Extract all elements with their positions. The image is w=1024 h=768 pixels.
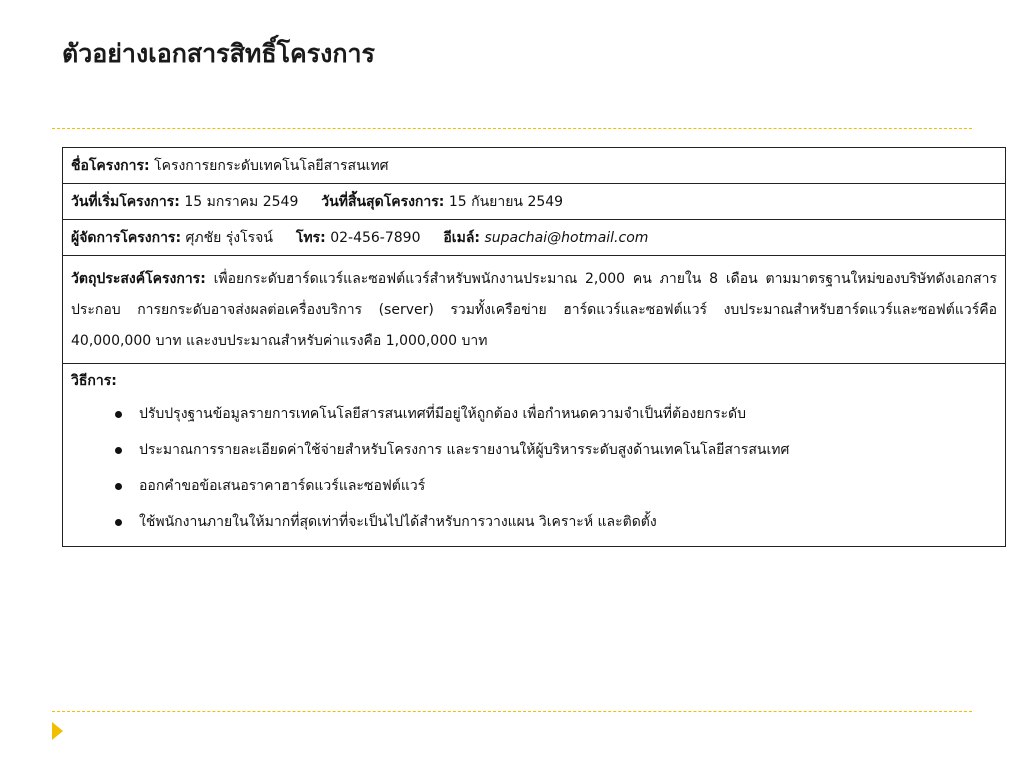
project-name-label: ชื่อโครงการ:: [71, 158, 150, 174]
method-list: [71, 396, 997, 540]
method-text: ออกคำขอข้อเสนอราคาฮาร์ดแวร์และซอฟต์แวร์: [139, 478, 426, 494]
bottom-divider: [52, 711, 972, 712]
method-label: วิธีการ:: [71, 373, 117, 389]
list-item: [111, 396, 997, 432]
goal-text: เพื่อยกระดับฮาร์ดแวร์และซอฟต์แวร์สำหรับพนักงานประมาณ 2,000 คน ภายใน 8 เดือน ตามมาตรฐานใหม่ของบริษัทดังเอกสารประกอบ การยกระดับอาจส่งผลต่อเครื่องบริการ (server) รวมทั้งเครือข่าย ฮาร์ดแวร์และซอฟต์แวร์ งบประมาณสำหรับฮาร์ดแวร์และซอฟต์แวร์คือ 40,000,000 บาท และงบประมาณสำหรับค่าแรงคือ 1,000,000 บาท: [71, 271, 998, 349]
method-text: ประมาณการรายละเอียดค่าใช้จ่ายสำหรับโครงการ และรายงานให้ผู้บริหารระดับสูงด้านเทคโนโลยีสารสนเทศ: [139, 442, 790, 458]
goal-row: [63, 256, 1005, 364]
project-name-value: โครงการยกระดับเทคโนโลยีสารสนเทศ: [154, 158, 389, 174]
email-value: supachai@hotmail.com: [484, 230, 649, 246]
start-date-value: 15 มกราคม 2549: [184, 194, 299, 210]
bullet-icon: [115, 519, 122, 526]
goal-label: วัตถุประสงค์โครงการ:: [71, 271, 206, 287]
list-item: [111, 504, 997, 540]
method-text: ปรับปรุงฐานข้อมูลรายการเทคโนโลยีสารสนเทศที่มีอยู่ให้ถูกต้อง เพื่อกำหนดความจำเป็นที่ต้องยกระดับ: [139, 406, 747, 422]
list-item: [111, 432, 997, 468]
bullet-icon: [115, 483, 122, 490]
project-charter-document: [62, 147, 1006, 547]
slide-title: ตัวอย่างเอกสารสิทธิ์โครงการ: [62, 39, 375, 68]
bullet-icon: [115, 411, 122, 418]
method-text: ใช้พนักงานภายในให้มากที่สุดเท่าที่จะเป็นไปได้สำหรับการวางแผน วิเคราะห์ และติดตั้ง: [139, 514, 657, 530]
phone-value: 02-456-7890: [330, 230, 421, 246]
top-divider: [52, 128, 972, 129]
play-arrow-icon: [52, 722, 63, 740]
manager-value: ศุภชัย รุ่งโรจน์: [185, 230, 273, 246]
method-section: [63, 364, 1005, 547]
project-name-row: [63, 148, 1005, 184]
bullet-icon: [115, 447, 122, 454]
manager-row: [63, 220, 1005, 256]
end-date-label: วันที่สิ้นสุดโครงการ:: [321, 194, 445, 210]
end-date-value: 15 กันยายน 2549: [448, 194, 564, 210]
start-date-label: วันที่เริ่มโครงการ:: [71, 194, 180, 210]
phone-label: โทร:: [295, 230, 326, 246]
manager-label: ผู้จัดการโครงการ:: [71, 230, 182, 246]
email-label: อีเมล์:: [443, 230, 480, 246]
list-item: [111, 468, 997, 504]
project-dates-row: [63, 184, 1005, 220]
